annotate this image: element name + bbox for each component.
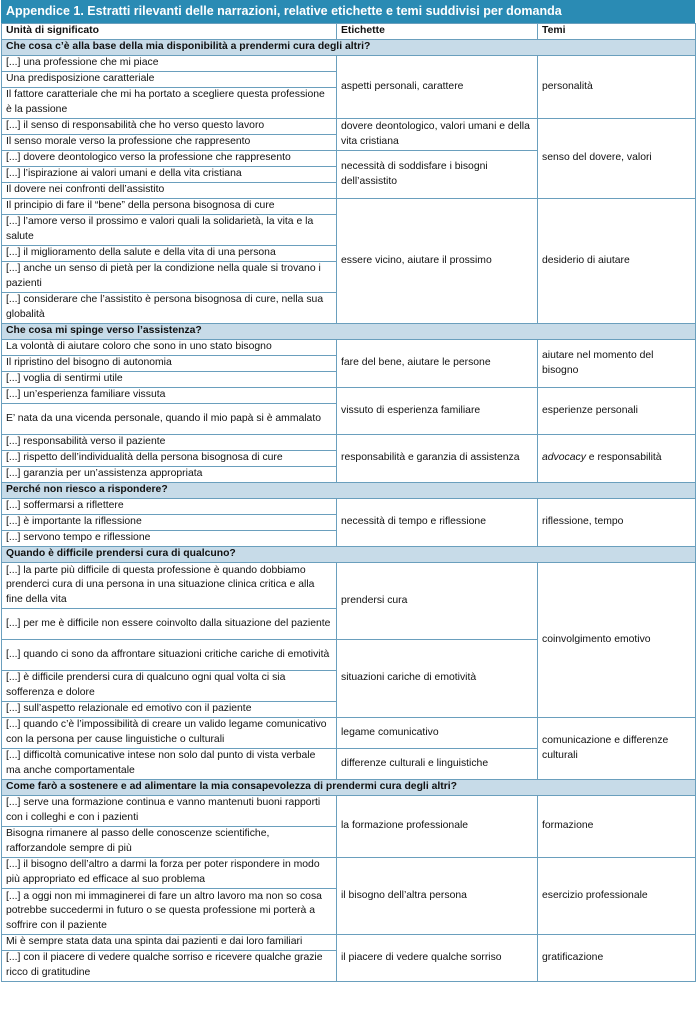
label-cell: necessità di soddisfare i bisogni dell’assistito <box>337 151 538 199</box>
theme-cell: formazione <box>538 796 696 858</box>
section-row <box>2 40 696 56</box>
theme-cell: comunicazione e differenze culturali <box>538 718 696 780</box>
table-row <box>2 340 696 356</box>
unit-cell: Il principio di fare il “bene” della persona bisognosa di cure <box>2 199 337 215</box>
label-cell: dovere deontologico, valori umani e della vita cristiana <box>337 119 538 151</box>
label-cell: responsabilità e garanzia di assistenza <box>337 435 538 483</box>
label-cell: fare del bene, aiutare le persone <box>337 340 538 388</box>
table-title: Appendice 1. Estratti rilevanti delle narrazioni, relative etichette e temi suddivisi per domanda <box>1 0 695 23</box>
unit-cell: [...] quando c’è l’impossibilità di creare un valido legame comunicativo con la persona per cause linguistiche o culturali <box>2 718 337 749</box>
unit-cell: [...] la parte più difficile di questa professione è quando dobbiamo prenderci cura di una persona in una situazione clinica critica e alla fine della vita <box>2 563 337 609</box>
section-question: Come farò a sostenere e ad alimentare la mia consapevolezza di prendermi cura degli altri? <box>2 780 696 796</box>
theme-cell: riflessione, tempo <box>538 499 696 547</box>
label-cell: prendersi cura <box>337 563 538 640</box>
table-row <box>2 119 696 135</box>
unit-cell: [...] voglia di sentirmi utile <box>2 372 337 388</box>
unit-cell: Mi è sempre stata data una spinta dai pazienti e dai loro familiari <box>2 935 337 951</box>
table-row <box>2 796 696 827</box>
theme-cell: coinvolgimento emotivo <box>538 563 696 718</box>
label-cell: essere vicino, aiutare il prossimo <box>337 199 538 324</box>
section-question: Quando è difficile prendersi cura di qualcuno? <box>2 547 696 563</box>
unit-cell: Il ripristino del bisogno di autonomia <box>2 356 337 372</box>
header-units: Unità di significato <box>2 24 337 40</box>
table-row <box>2 858 696 889</box>
header-themes: Temi <box>538 24 696 40</box>
unit-cell: Il dovere nei confronti dell’assistito <box>2 183 337 199</box>
unit-cell: [...] difficoltà comunicative intese non solo dal punto di vista verbale ma anche comportamentale <box>2 749 337 780</box>
header-row <box>2 24 696 40</box>
table-row <box>2 718 696 749</box>
unit-cell: [...] il senso di responsabilità che ho verso questo lavoro <box>2 119 337 135</box>
label-cell: situazioni cariche di emotività <box>337 640 538 718</box>
unit-cell: [...] con il piacere di vedere qualche sorriso e ricevere qualche grazie ricco di gratitudine <box>2 951 337 982</box>
unit-cell: [...] considerare che l’assistito è persona bisognosa di cure, nella sua globalità <box>2 293 337 324</box>
table-row <box>2 199 696 215</box>
label-cell: la formazione professionale <box>337 796 538 858</box>
unit-cell: [...] dovere deontologico verso la professione che rappresento <box>2 151 337 167</box>
header-labels: Etichette <box>337 24 538 40</box>
unit-cell: [...] soffermarsi a riflettere <box>2 499 337 515</box>
theme-cell: esercizio professionale <box>538 858 696 935</box>
table-row <box>2 935 696 951</box>
theme-cell: aiutare nel momento del bisogno <box>538 340 696 388</box>
unit-cell: [...] a oggi non mi immaginerei di fare un altro lavoro ma non so cosa potrebbe succedermi in futuro o se questa professione mi porterà a soffrire con il paziente <box>2 889 337 935</box>
unit-cell: [...] è importante la riflessione <box>2 515 337 531</box>
unit-cell: Il fattore caratteriale che mi ha portato a scegliere questa professione è la passione <box>2 88 337 119</box>
section-row <box>2 324 696 340</box>
label-cell: legame comunicativo <box>337 718 538 749</box>
label-cell: il bisogno dell’altra persona <box>337 858 538 935</box>
label-cell: il piacere di vedere qualche sorriso <box>337 935 538 982</box>
unit-cell: [...] garanzia per un’assistenza appropriata <box>2 467 337 483</box>
theme-cell: gratificazione <box>538 935 696 982</box>
table-row <box>2 56 696 72</box>
theme-cell: personalità <box>538 56 696 119</box>
section-question: Che cosa mi spinge verso l’assistenza? <box>2 324 696 340</box>
unit-cell: [...] responsabilità verso il paziente <box>2 435 337 451</box>
unit-cell: [...] servono tempo e riflessione <box>2 531 337 547</box>
theme-cell: esperienze personali <box>538 388 696 435</box>
section-row <box>2 547 696 563</box>
unit-cell: Il senso morale verso la professione che rappresento <box>2 135 337 151</box>
table-row <box>2 435 696 451</box>
section-row <box>2 483 696 499</box>
unit-cell: E’ nata da una vicenda personale, quando il mio papà si è ammalato <box>2 404 337 435</box>
unit-cell: [...] anche un senso di pietà per la condizione nella quale si trovano i pazienti <box>2 262 337 293</box>
unit-cell: [...] un’esperienza familiare vissuta <box>2 388 337 404</box>
unit-cell: La volontà di aiutare coloro che sono in uno stato bisogno <box>2 340 337 356</box>
unit-cell: Una predisposizione caratteriale <box>2 72 337 88</box>
unit-cell: [...] sull’aspetto relazionale ed emotivo con il paziente <box>2 702 337 718</box>
unit-cell: [...] serve una formazione continua e vanno mantenuti buoni rapporti con i colleghi e con i pazienti <box>2 796 337 827</box>
unit-cell: Bisogna rimanere al passo delle conoscenze scientifiche, rafforzandole sempre di più <box>2 827 337 858</box>
section-row <box>2 780 696 796</box>
table-row <box>2 499 696 515</box>
table-row <box>2 563 696 609</box>
theme-cell: senso del dovere, valori <box>538 119 696 199</box>
label-cell: aspetti personali, carattere <box>337 56 538 119</box>
unit-cell: [...] una professione che mi piace <box>2 56 337 72</box>
unit-cell: [...] per me è difficile non essere coinvolto dalla situazione del paziente <box>2 609 337 640</box>
unit-cell: [...] l’ispirazione ai valori umani e della vita cristiana <box>2 167 337 183</box>
unit-cell: [...] il miglioramento della salute e della vita di una persona <box>2 246 337 262</box>
appendix-table <box>1 23 696 982</box>
theme-cell: desiderio di aiutare <box>538 199 696 324</box>
section-question: Perché non riesco a rispondere? <box>2 483 696 499</box>
label-cell: differenze culturali e linguistiche <box>337 749 538 780</box>
table-row <box>2 388 696 404</box>
theme-advocacy-rest: e responsabilità <box>585 452 662 464</box>
unit-cell: [...] l’amore verso il prossimo e valori quali la solidarietà, la vita e la salute <box>2 215 337 246</box>
unit-cell: [...] quando ci sono da affrontare situazioni critiche cariche di emotività <box>2 640 337 671</box>
unit-cell: [...] rispetto dell’individualità della persona bisognosa di cure <box>2 451 337 467</box>
label-cell: necessità di tempo e riflessione <box>337 499 538 547</box>
label-cell: vissuto di esperienza familiare <box>337 388 538 435</box>
appendix-table-container <box>1 0 695 982</box>
theme-cell <box>538 435 696 483</box>
unit-cell: [...] il bisogno dell’altro a darmi la forza per poter rispondere in modo più appropriato ed efficace al suo problema <box>2 858 337 889</box>
section-question: Che cosa c’è alla base della mia disponibilità a prendermi cura degli altri? <box>2 40 696 56</box>
theme-advocacy-italic: advocacy <box>542 452 586 464</box>
unit-cell: [...] è difficile prendersi cura di qualcuno ogni qual volta ci sia sofferenza e dolore <box>2 671 337 702</box>
